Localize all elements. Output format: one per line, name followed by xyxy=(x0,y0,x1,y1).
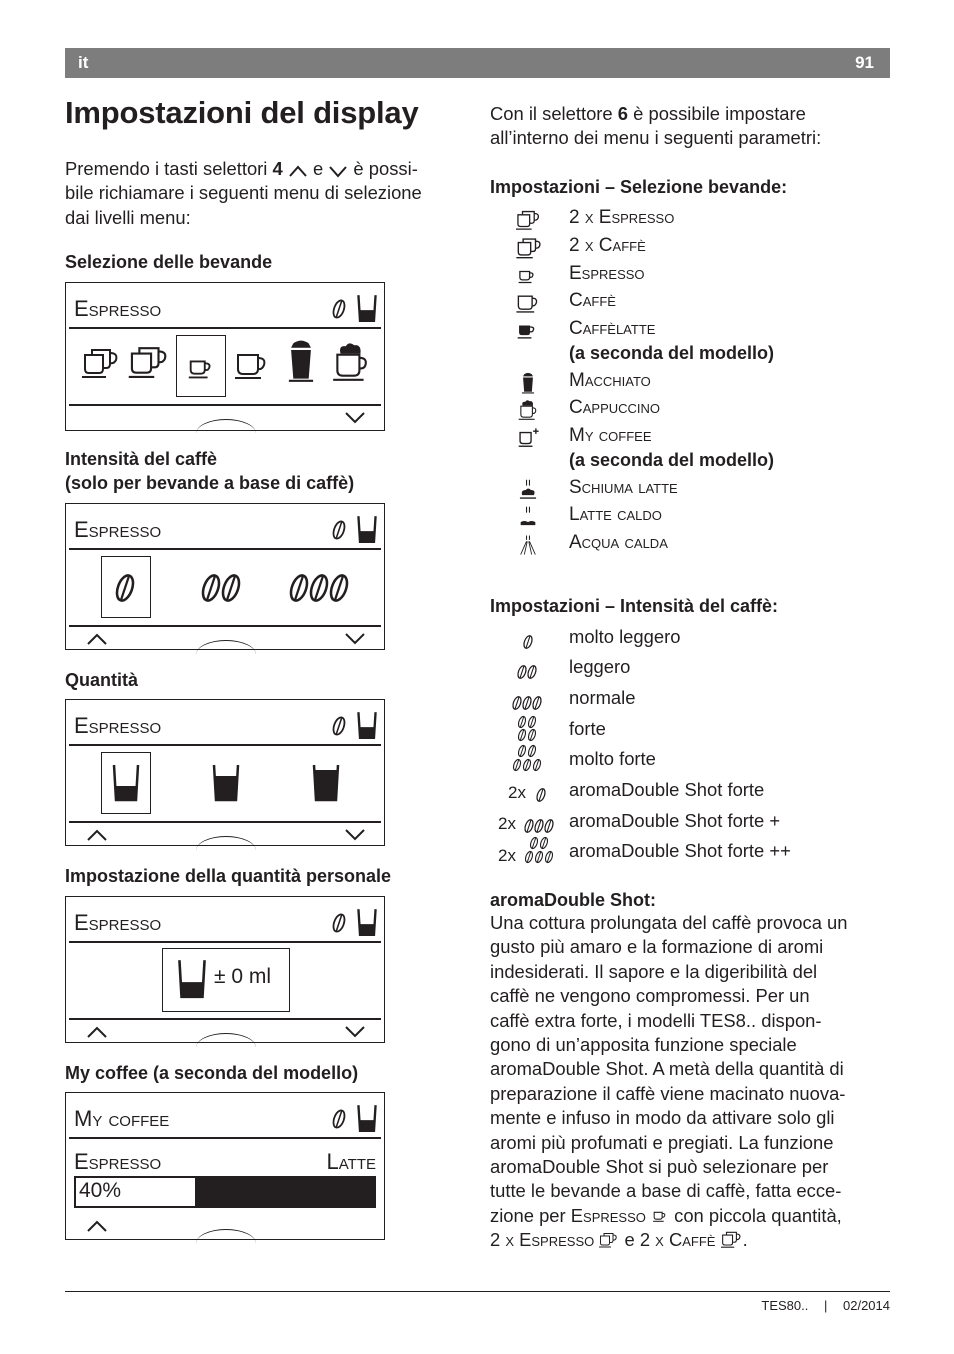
aroma-line: indesiderati. Il sapore e la digeribilità del xyxy=(490,960,818,982)
aroma-line: tutte le bevande a base di caffè, fatta ecce- xyxy=(490,1180,842,1202)
glass-icon xyxy=(356,907,378,937)
display-divider xyxy=(69,625,381,627)
bean-icon[interactable] xyxy=(114,572,136,604)
medium-quantity-icon[interactable] xyxy=(211,762,241,804)
double-espresso-icon xyxy=(599,1231,619,1249)
chevron-up-icon[interactable] xyxy=(86,1025,108,1039)
intensity-label: leggero xyxy=(569,656,631,677)
intensity-label: forte xyxy=(569,718,606,739)
bean-icon xyxy=(524,818,534,834)
bean-icon xyxy=(534,818,544,834)
bean-icon xyxy=(532,695,542,711)
coffee-icon xyxy=(516,292,540,314)
display-personal-quantity xyxy=(65,896,385,1043)
drink-label: 2 x Caffè xyxy=(569,235,646,256)
bean-icon[interactable] xyxy=(220,572,242,604)
aroma-line-13 xyxy=(490,1204,900,1228)
glass-icon xyxy=(176,957,208,1001)
section-drinks-settings: Impostazioni – Selezione bevande: xyxy=(490,177,788,197)
intensity-label: aromaDouble Shot forte + xyxy=(569,810,781,831)
double-shot-prefix: 2x xyxy=(498,814,516,833)
page-number: 91 xyxy=(855,53,874,72)
right-intro-text-3: all’interno dei menu i seguenti parametri: xyxy=(490,127,822,149)
left-intro xyxy=(65,157,465,230)
drink-label: Acqua calda xyxy=(569,532,668,553)
caffelatte-icon xyxy=(516,320,540,342)
bean-icon xyxy=(332,912,346,934)
mix-left-label: Espresso xyxy=(74,1149,162,1174)
aroma-line: aromaDouble Shot. A metà della quantità di xyxy=(490,1058,844,1080)
bean-icon xyxy=(332,519,346,541)
double-espresso-icon xyxy=(516,209,542,231)
selector-number: 6 xyxy=(617,103,629,124)
display-title: Espresso xyxy=(74,296,162,321)
espresso-icon[interactable] xyxy=(184,353,218,383)
drink-label: Espresso xyxy=(569,263,645,284)
macchiato-icon[interactable] xyxy=(286,339,316,383)
espresso-icon xyxy=(516,265,538,287)
aroma-paragraph xyxy=(490,911,900,1204)
hot-water-icon xyxy=(516,534,540,556)
glass-icon xyxy=(356,293,378,323)
header-bar xyxy=(65,48,890,78)
bean-icon xyxy=(522,695,532,711)
display-divider xyxy=(69,744,381,746)
drink-label: Latte caldo xyxy=(569,504,662,525)
chevron-up-icon xyxy=(288,164,308,178)
espresso-icon xyxy=(651,1207,669,1225)
bean-icon xyxy=(536,787,546,803)
bean-icon xyxy=(332,1108,346,1130)
model-note: (a seconda del modello) xyxy=(569,343,775,363)
display-my-coffee xyxy=(65,1092,385,1240)
chevron-down-icon xyxy=(328,164,348,178)
intensity-label: molto forte xyxy=(569,748,656,769)
bean-icon xyxy=(517,715,527,729)
display-divider xyxy=(69,404,381,406)
drink-label: Cappuccino xyxy=(569,397,661,418)
coffee-icon[interactable] xyxy=(234,349,270,381)
chevron-up-icon[interactable] xyxy=(86,1219,108,1233)
section-personal-quantity: Impostazione della quantità personale xyxy=(65,866,392,886)
chevron-down-icon[interactable] xyxy=(344,828,366,842)
bean-icon xyxy=(517,744,527,758)
aroma-line: aromi più profumati e pregiati. La funzione xyxy=(490,1131,834,1153)
bean-icon xyxy=(522,758,532,772)
aroma-line: caffè ne vengono compromessi. Per un xyxy=(490,985,810,1007)
bean-icon xyxy=(517,728,527,742)
display-divider xyxy=(69,941,381,943)
aroma-line: aromaDouble Shot si può selezionare per xyxy=(490,1156,829,1178)
aroma-text: con piccola quantità, xyxy=(669,1204,842,1226)
display-title: Espresso xyxy=(74,713,162,738)
intensity-label: normale xyxy=(569,687,636,708)
small-quantity-icon[interactable] xyxy=(111,762,141,804)
footer xyxy=(761,1298,890,1313)
bean-icon xyxy=(517,664,527,680)
display-intensity xyxy=(65,503,385,650)
aroma-line: gono di un’apposita funzione speciale xyxy=(490,1034,797,1056)
aroma-text: . xyxy=(742,1229,748,1251)
right-intro xyxy=(490,102,821,151)
footer-model: TES80.. xyxy=(761,1298,809,1313)
bean-icon[interactable] xyxy=(308,572,330,604)
aroma-line: mente e infuso in modo da attivare solo gli xyxy=(490,1107,835,1129)
double-shot-prefix: 2x xyxy=(498,846,516,865)
aroma-line: caffè extra forte, i modelli TES8.. dispon- xyxy=(490,1009,822,1031)
bean-icon xyxy=(544,850,554,864)
left-intro-text-3: bile richiamare i seguenti menu di selezione xyxy=(65,182,422,204)
display-title: My coffee xyxy=(74,1106,170,1131)
macchiato-icon xyxy=(518,372,538,394)
aroma-title: aromaDouble Shot: xyxy=(490,890,657,910)
mix-ratio-bar[interactable] xyxy=(74,1176,376,1208)
hot-milk-icon xyxy=(516,506,540,528)
chevron-down-icon[interactable] xyxy=(344,632,366,646)
cappuccino-icon xyxy=(516,399,540,421)
double-espresso-icon[interactable] xyxy=(82,347,122,379)
section-my-coffee: My coffee (a seconda del modello) xyxy=(65,1063,359,1083)
chevron-down-icon[interactable] xyxy=(344,411,366,425)
right-intro-text-2: è possibile impostare xyxy=(628,103,806,124)
chevron-up-icon[interactable] xyxy=(86,828,108,842)
bean-icon xyxy=(527,728,537,742)
display-quantity xyxy=(65,699,385,846)
display-selector-arc xyxy=(196,836,256,865)
language-code: it xyxy=(78,53,89,72)
bean-icon xyxy=(529,836,539,850)
aroma-line: gusto più amaro e la formazione di aromi xyxy=(490,936,824,958)
left-intro-and: e xyxy=(307,158,329,179)
bean-icon xyxy=(539,836,549,850)
drink-label: Schiuma latte xyxy=(569,477,678,498)
bean-icon xyxy=(527,715,537,729)
display-selector-arc xyxy=(196,640,256,669)
left-intro-text: Premendo i tasti selettori xyxy=(65,158,273,179)
bean-icon[interactable] xyxy=(288,572,310,604)
bean-icon xyxy=(332,715,346,737)
aroma-drink: 2 x Caffè xyxy=(639,1229,716,1251)
left-intro-text-2: è possi- xyxy=(348,158,418,179)
aroma-text: e xyxy=(619,1229,640,1251)
chevron-down-icon[interactable] xyxy=(344,1025,366,1039)
display-divider xyxy=(69,548,381,550)
bean-icon xyxy=(512,695,522,711)
bean-icon[interactable] xyxy=(200,572,222,604)
display-selector-arc xyxy=(196,419,256,448)
bean-icon xyxy=(523,634,533,650)
double-coffee-icon xyxy=(721,1230,743,1249)
intensity-label: molto leggero xyxy=(569,626,681,647)
double-shot-prefix: 2x xyxy=(508,783,526,802)
display-divider xyxy=(69,821,381,823)
double-coffee-icon xyxy=(516,237,544,259)
section-intensity-settings: Impostazioni – Intensità del caffè: xyxy=(490,596,779,616)
mix-ratio-percent: 40% xyxy=(79,1179,122,1202)
display-divider xyxy=(69,327,381,329)
display-selector-arc xyxy=(196,1033,256,1062)
intensity-label: aromaDouble Shot forte ++ xyxy=(569,840,791,861)
page-title: Impostazioni del display xyxy=(65,95,419,130)
display-selector-arc xyxy=(196,1229,256,1258)
drink-label: Caffèlatte xyxy=(569,318,656,339)
quantity-offset-value: ± 0 ml xyxy=(214,965,272,988)
bean-icon xyxy=(332,298,346,320)
my-coffee-icon xyxy=(516,427,542,449)
double-coffee-icon[interactable] xyxy=(128,345,172,379)
display-title: Espresso xyxy=(74,910,162,935)
bean-icon[interactable] xyxy=(328,572,350,604)
section-intensity: Intensità del caffè xyxy=(65,449,218,469)
selector-number: 4 xyxy=(272,158,283,179)
cappuccino-icon[interactable] xyxy=(332,341,370,383)
bean-icon xyxy=(524,850,534,864)
section-intensity-note: (solo per bevande a base di caffè) xyxy=(65,473,355,493)
intensity-label: aromaDouble Shot forte xyxy=(569,779,765,800)
bean-icon xyxy=(534,850,544,864)
display-title: Espresso xyxy=(74,517,162,542)
right-intro-text: Con il selettore xyxy=(490,103,618,124)
chevron-up-icon[interactable] xyxy=(86,632,108,646)
bean-icon xyxy=(544,818,554,834)
left-column xyxy=(65,95,465,230)
footer-date: 02/2014 xyxy=(843,1298,890,1313)
glass-icon xyxy=(356,710,378,740)
aroma-line-14 xyxy=(490,1228,900,1252)
bean-icon xyxy=(532,758,542,772)
drink-label: Macchiato xyxy=(569,370,651,391)
drink-label: Caffè xyxy=(569,290,616,311)
aroma-drink: 2 x Espresso xyxy=(490,1229,595,1251)
display-divider xyxy=(69,1137,381,1139)
model-note: (a seconda del modello) xyxy=(569,450,775,470)
left-intro-text-4: dai livelli menu: xyxy=(65,206,191,228)
milk-foam-icon xyxy=(516,479,540,501)
display-divider xyxy=(69,1018,381,1020)
aroma-line: Una cottura prolungata del caffè provoca un xyxy=(490,912,848,933)
bean-icon xyxy=(527,744,537,758)
aroma-drink: Espresso xyxy=(570,1204,646,1226)
footer-separator: | xyxy=(823,1298,828,1313)
drink-label: 2 x Espresso xyxy=(569,207,675,228)
mix-right-label: Latte xyxy=(326,1149,376,1174)
bean-icon xyxy=(512,758,522,772)
glass-icon xyxy=(356,1103,378,1133)
bean-icon xyxy=(527,664,537,680)
footer-divider xyxy=(65,1291,890,1292)
drink-label: My coffee xyxy=(569,425,652,446)
aroma-line: preparazione il caffè viene macinato nuova- xyxy=(490,1082,846,1104)
aroma-section xyxy=(490,889,900,1253)
section-quantity: Quantità xyxy=(65,670,139,690)
aroma-text: zione per xyxy=(490,1204,571,1226)
display-drink-selection xyxy=(65,282,385,431)
section-drink-selection: Selezione delle bevande xyxy=(65,252,273,272)
glass-icon xyxy=(356,514,378,544)
large-quantity-icon[interactable] xyxy=(311,762,341,804)
